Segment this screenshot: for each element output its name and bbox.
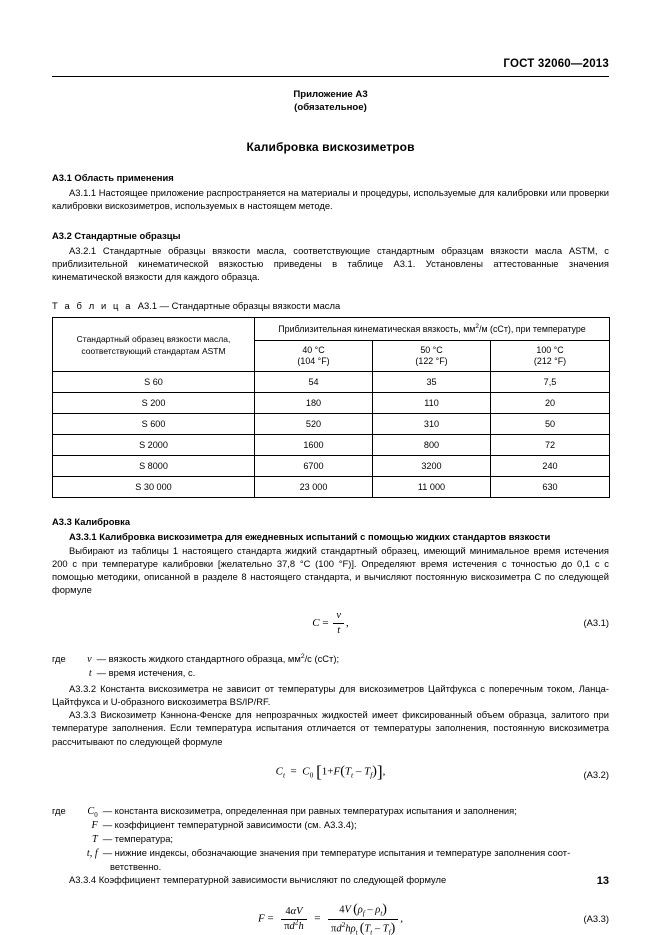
definition-symbol: ν: [87, 653, 92, 665]
definition-item: [52, 666, 609, 680]
section-a32: [52, 229, 609, 283]
table-header-temp-40: [255, 341, 373, 372]
formula-a33-fraction-2: $\frac{4V (\rho_f - \rho_t)}{\pi d^2h\rho_t (T_t - T_f)}$: [328, 902, 398, 935]
definition-item: [52, 846, 609, 860]
formula-a31-comma: ,: [345, 616, 349, 629]
cell-sample: S 600: [53, 414, 255, 435]
annex-label: Приложение А3: [293, 89, 368, 100]
table-header-viscosity-exponent: 2: [475, 323, 479, 331]
section-a31: [52, 171, 609, 212]
page-number: 13: [596, 875, 609, 887]
definition-text: — время истечения, с.: [96, 667, 196, 679]
section-a333-paragraph: А3.3.3 Вискозиметр Кэннона-Фенске для непрозрачных жидкостей имеет фиксированный объем образца, залитого при температуре заполнения. Если температура испытания отличается от температуры заполнения, постоянную вискозиметра рассчитывают по следующей формуле: [52, 709, 609, 747]
definition-symbol: F: [91, 819, 98, 831]
cell-v50: 11 000: [373, 477, 491, 498]
table-header-temp-100-f: (212 °F): [533, 356, 567, 367]
section-a332-paragraph: А3.3.2 Константа вискозиметра не зависит от температуры для вискозиметров Цайтфукса с поперечным током, Ланца-Цайтфукса и U-образного вискозиметра BS/IP/RF.: [52, 683, 609, 708]
definition-symbol: t, f: [86, 847, 98, 859]
definition-item: [52, 832, 609, 846]
definition-symbol: T: [92, 833, 98, 845]
section-a331-body: Выбирают из таблицы 1 настоящего стандарта жидкий стандартный образец, имеющий минимальное время истечения 200 с при температуре калибровки [желательно 37,8 °С (100 °F)]. Определяют время истечения с точностью до 0,1 с с помощью методики, описанной в разделе 8 настоящего стандарта, и вычисляют постоянную вискозиметра С по следующей формуле: [52, 544, 609, 595]
cell-v40: 6700: [255, 456, 373, 477]
page-title: Калибровка вискозиметров: [246, 140, 415, 154]
cell-v40: 520: [255, 414, 373, 435]
table-header-temp-40-f: (104 °F): [297, 356, 330, 367]
table-head: [53, 318, 610, 372]
formula-a31-lhs: C: [312, 616, 320, 629]
section-a334-paragraph: А3.3.4 Коэффициент температурной зависимости вычисляют по следующей формуле: [69, 874, 447, 886]
table-caption-dash: —: [159, 300, 170, 312]
table-caption-word: Т а б л и ц а: [52, 300, 133, 312]
cell-v100: 20: [491, 393, 610, 414]
cell-sample: S 2000: [53, 435, 255, 456]
formula-a33-number: (А3.3): [583, 913, 609, 925]
section-a32-paragraph: А3.2.1 Стандартные образцы вязкости масла, соответствующие стандартным образцам вязкости масла ASTM, с приблизительной кинематической вязкостью приведены в таблице А3.1. Установлены аттестованные значения кинематической вязкости для каждого образца.: [52, 245, 609, 283]
table-header-sample-column: [53, 318, 255, 372]
table-row: [53, 393, 610, 414]
cell-v40: 1600: [255, 435, 373, 456]
section-a31-heading: А3.1 Область применения: [52, 172, 174, 183]
definition-text: — вязкость жидкого стандартного образца, $мм^2/с$ (сСт);: [96, 652, 340, 664]
table-caption: [52, 300, 609, 311]
cell-v100: 630: [491, 477, 610, 498]
definition-continuation: ветственно.: [110, 860, 162, 872]
table-row: [53, 372, 610, 393]
table-header-sample-line1: Стандартный образец вязкости масла,: [76, 333, 231, 344]
viscosity-standards-table: [52, 317, 610, 498]
header-rule: [52, 76, 609, 77]
formula-a32-definitions: [52, 804, 609, 873]
page-content: [52, 88, 609, 935]
table-header-viscosity-post: /м (сСт), при температуре: [478, 324, 586, 335]
cell-sample: S 30 000: [53, 477, 255, 498]
definition-lead-word: где: [52, 804, 66, 816]
table-header-sample-line2: соответствующий стандартам ASTM: [81, 345, 226, 356]
section-a33: [52, 515, 609, 595]
table-caption-title: Стандартные образцы вязкости масла: [171, 300, 341, 312]
section-a331-paragraph: [52, 530, 609, 595]
formula-a31-definitions: [52, 652, 609, 680]
table-body: [53, 372, 610, 498]
cell-sample: S 60: [53, 372, 255, 393]
formula-a31-row: [52, 610, 609, 640]
cell-v100: 72: [491, 435, 610, 456]
definition-text: — нижние индексы, обозначающие значения при температуре испытания и температуре заполнения соот-: [102, 846, 571, 858]
definition-symbol: $C_0$: [87, 805, 98, 819]
formula-a31-equals: =: [322, 616, 329, 629]
section-a32-heading: А3.2 Стандартные образцы: [52, 230, 181, 242]
table-header-temp-50-c: 50 °С: [420, 344, 443, 355]
cell-v50: 110: [373, 393, 491, 414]
cell-sample: S 200: [53, 393, 255, 414]
cell-v40: 180: [255, 393, 373, 414]
definition-text: — коэффициент температурной зависимости (см. А3.3.4);: [102, 818, 357, 830]
formula-a33-row: [52, 902, 609, 935]
formula-a33: F = $\frac{4\alpha V}{\pi d^2h}$ = $\frac{4V (\rho_f - \rho_t)}{\pi d^2h\rho_t (T_t - T_f)}$ ,: [258, 902, 403, 935]
formula-a32-row: [52, 762, 609, 792]
table-row: [53, 435, 610, 456]
table-row: [53, 414, 610, 435]
cell-v50: 35: [373, 372, 491, 393]
cell-v40: 54: [255, 372, 373, 393]
table-header-viscosity-group: [255, 318, 610, 341]
definition-text: — константа вискозиметра, определенная при равных температурах испытания и заполнения;: [102, 804, 517, 816]
table-header-temp-40-c: 40 °С: [302, 344, 325, 355]
unit-exponent: 2: [300, 652, 305, 660]
formula-a31: [52, 610, 609, 637]
definition-item: [52, 818, 609, 832]
cell-sample: S 8000: [53, 456, 255, 477]
formula-a32-number: (А3.2): [583, 768, 609, 780]
table-header-temp-100: [491, 341, 610, 372]
cell-v50: 3200: [373, 456, 491, 477]
formula-a32: $C_t = C_0$ $[1+F(T_t - T_f)]$,: [275, 761, 386, 781]
formula-a33-fraction-1: $\frac{4\alpha V}{\pi d^2h}$: [281, 906, 307, 933]
section-a31-paragraph: А3.1.1 Настоящее приложение распространяется на материалы и процедуры, используемые для калибровки или проверки калибровки вискозиметров, используемых в настоящем методе.: [52, 187, 609, 212]
cell-v40: 23 000: [255, 477, 373, 498]
definition-item: [52, 804, 609, 818]
cell-v100: 240: [491, 456, 610, 477]
formula-a31-numerator: ν: [333, 610, 344, 624]
definition-symbol: t: [88, 668, 92, 680]
table-header-temp-100-c: 100 °С: [536, 344, 564, 355]
cell-v50: 310: [373, 414, 491, 435]
formula-a31-denominator: t: [337, 624, 341, 636]
section-a331-runin-heading: А3.3.1 Калибровка вискозиметра для ежедневных испытаний с помощью жидких стандартов вязкости: [69, 531, 551, 543]
table-header-temp-50-f: (122 °F): [415, 356, 448, 367]
annex-status: (обязательное): [294, 102, 367, 113]
cell-v50: 800: [373, 435, 491, 456]
cell-v100: 7,5: [491, 372, 610, 393]
table-caption-number: А3.1: [137, 300, 158, 312]
table-header-row-group: [53, 318, 610, 341]
table-row: [53, 477, 610, 498]
table-header-viscosity-pre: Приблизительная кинематическая вязкость, мм: [278, 324, 476, 335]
table-row: [53, 456, 610, 477]
cell-v100: 50: [491, 414, 610, 435]
standard-id-header: ГОСТ 32060—2013: [503, 58, 609, 70]
section-a33-heading: А3.3 Калибровка: [52, 516, 131, 528]
table-header-temp-50: [373, 341, 491, 372]
definition-text: — температура;: [102, 832, 174, 844]
formula-a31-number: (А3.1): [583, 616, 609, 628]
definition-lead-word: где: [52, 652, 66, 664]
formula-a31-fraction: [333, 610, 344, 637]
definition-item: [52, 652, 609, 666]
